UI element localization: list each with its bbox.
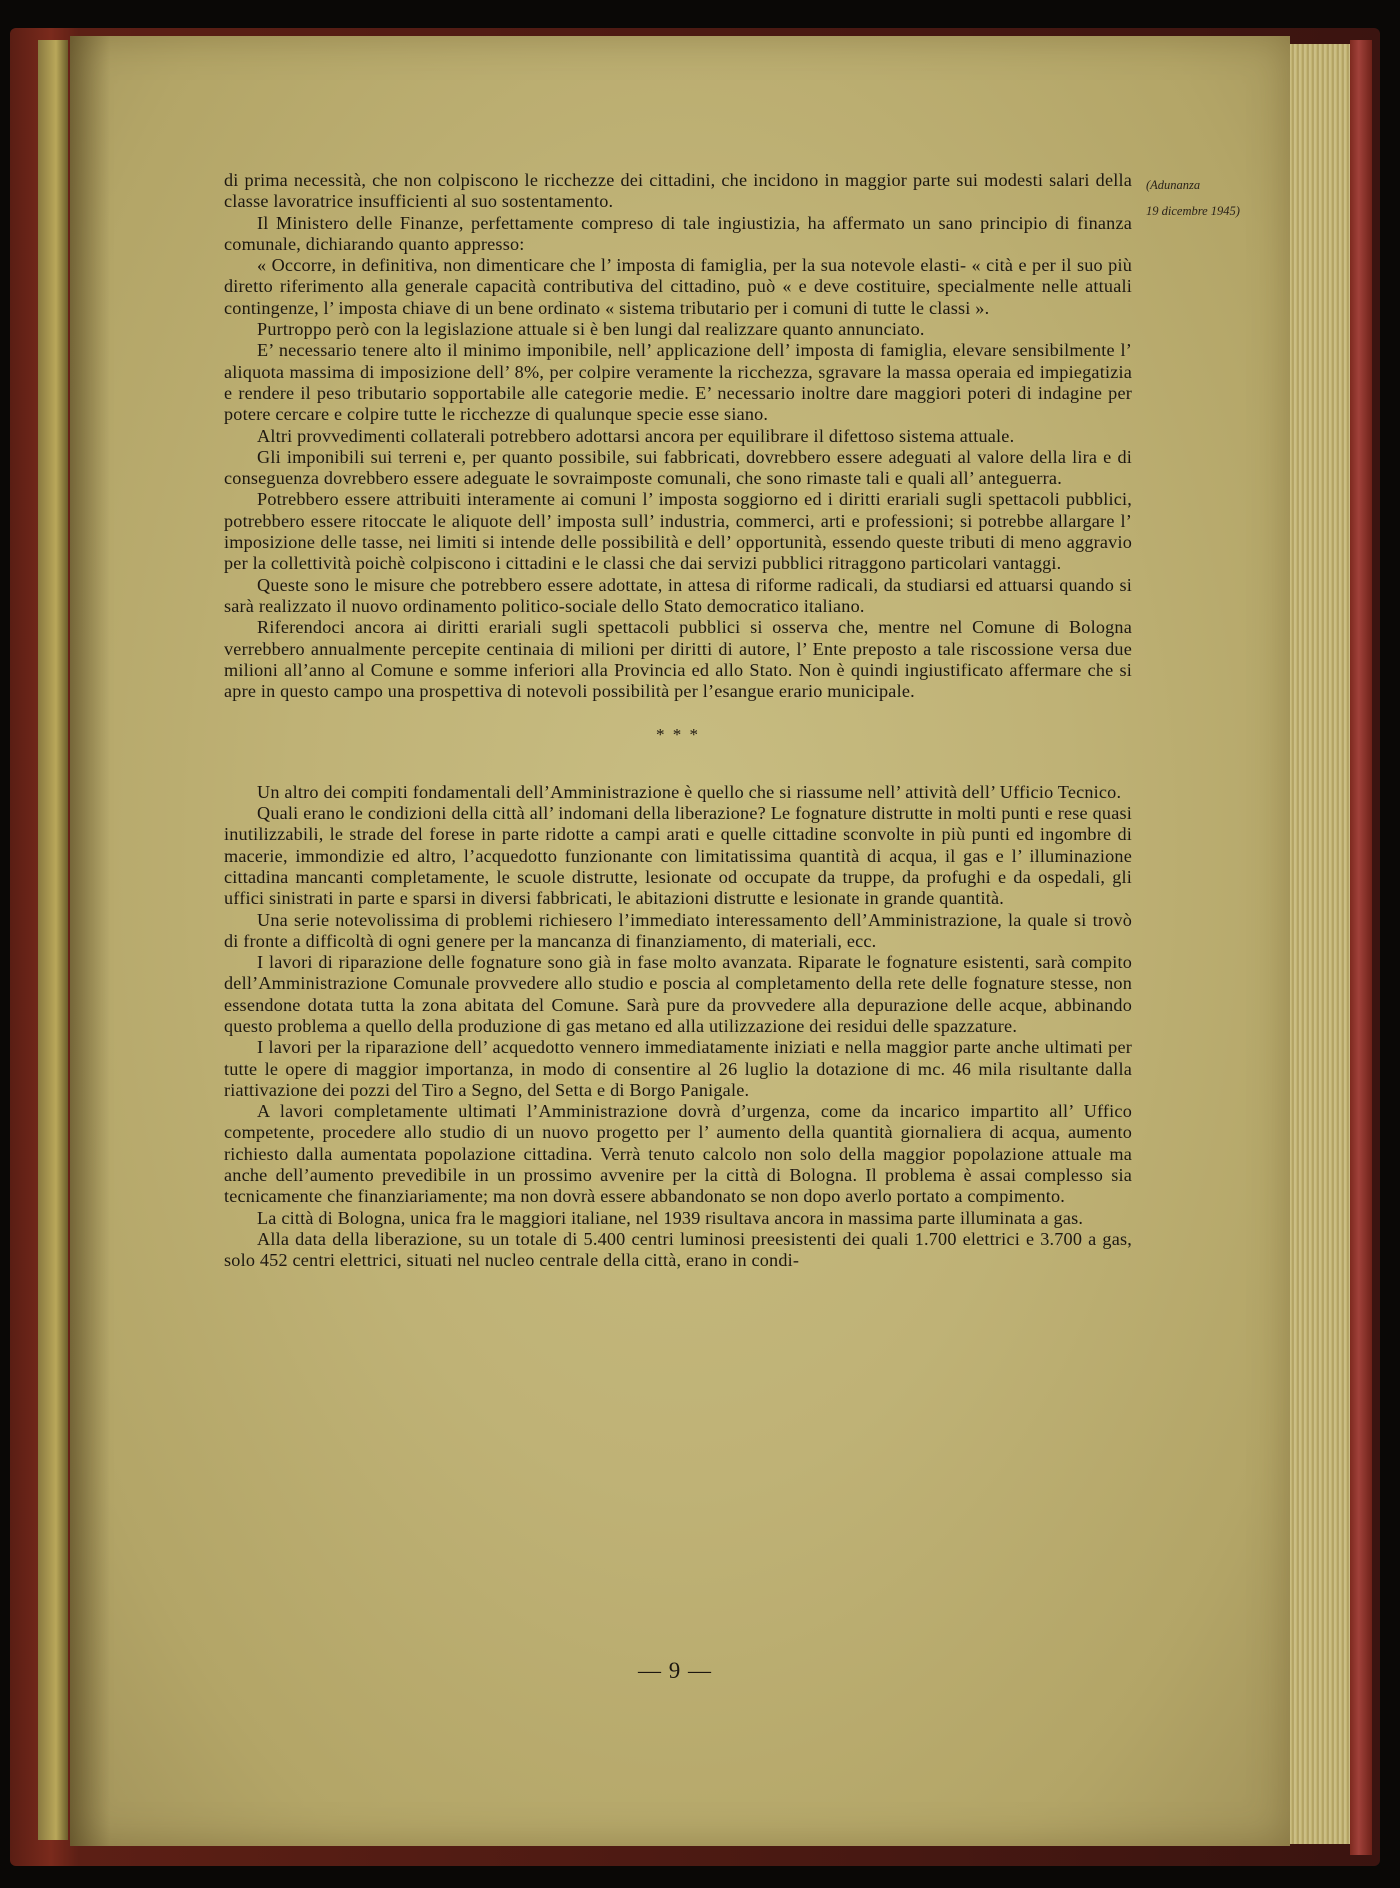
paragraph: di prima necessità, che non colpiscono le ricchezze dei cittadini, che incidono in maggior parte sui modesti salari della classe lavoratrice insufficienti al suo sostentamento. <box>224 170 1132 212</box>
margin-note <box>1146 172 1266 224</box>
paragraph: Queste sono le misure che potrebbero essere adottate, in attesa di riforme radicali, da studiarsi ed attuarsi quando si sarà realizzato il nuovo ordinamento politico-sociale dello Stato democratico italiano. <box>224 574 1132 616</box>
paragraph: I lavori per la riparazione dell’ acquedotto vennero immediatamente iniziati e nella maggior parte anche ultimati per tutte le opere di maggior importanza, in modo di consentire al 26 luglio la dotazione di mc. 46 mila risultante dalla riattivazione dei pozzi del Tiro a Segno, del Setta e di Borgo Panigale. <box>224 1037 1132 1100</box>
paragraph: Potrebbero essere attribuiti interamente ai comuni l’ imposta soggiorno ed i diritti erariali sugli spettacoli pubblici, potrebbero essere ritoccate le aliquote dell’ imposta sull’ industria, commerci, arti e professioni; si potrebbe allargare l’ imposizione delle tasse, nei limiti si intende delle possibilità e dell’ opportunità, essendo queste tributi di meno aggravio per la collettività poichè colpiscono i cittadini e le classi che dai servizi pubblici ritraggono particolari vantaggi. <box>224 489 1132 574</box>
page-number-text: — 9 — <box>638 1658 712 1683</box>
cover-edge <box>1350 40 1372 1855</box>
paragraph: La città di Bologna, unica fra le maggiori italiane, nel 1939 risultava ancora in massima parte illuminata a gas. <box>257 1207 1084 1228</box>
margin-note-line-1: (Adunanza <box>1146 178 1201 192</box>
paragraph: Il Ministero delle Finanze, perfettamente compreso di tale ingiustizia, ha affermato un sano principio di finanza comunale, dichiarando quanto appresso: <box>224 212 1132 254</box>
paragraph: Un altro dei compiti fondamentali dell’Amministrazione è quello che si riassume nell’ attività dell’ Ufficio Tecnico. <box>257 781 1122 802</box>
paragraph: Quali erano le condizioni della città all’ indomani della liberazione? Le fognature distrutte in molti punti e rese quasi inutilizzabili, le strade del forese in parte ridotte a campi arati e quelle cittadine sconvolte in più punti ed ingombre di macerie, immondizie ed altro, l’acquedotto funzionante con limitatissima quantità di acqua, il gas e l’ illuminazione cittadina mancanti completamente, le scuole distrutte, lesionate od occupate da truppe, da profughi e da ospedali, gli uffici sinistrati in parte e sparsi in diversi fabbricati, le abitazioni distrutte e lesionate in grande quantità. <box>224 803 1132 909</box>
quote-paragraph: « Occorre, in definitiva, non dimenticare che l’ imposta di famiglia, per la sua notevole elasti- « cità e per il suo più diretto riferimento alla generale capacità contributiva del cittadino, può « e deve costituire, specialmente nelle attuali contingenze, l’ imposta chiave di un bene ordinato « sistema tributario per i comuni di tutte le classi ». <box>224 255 1132 318</box>
margin-note-line-2: 19 dicembre 1945) <box>1146 204 1240 218</box>
paragraph: Gli imponibili sui terreni e, per quanto possibile, sui fabbricati, dovrebbero essere adeguati al valore della lira e di conseguenza dovrebbero essere adeguate le sovraimposte comunali, che sono rimaste tali e quali all’ anteguerra. <box>224 446 1132 489</box>
page-fore-edge <box>1290 44 1350 1844</box>
paragraph: A lavori completamente ultimati l’Amministrazione dovrà d’urgenza, come da incarico impartito all’ Uffico competente, procedere allo studio di un nuovo progetto per l’ aumento della quantità giornaliera di acqua, aumento richiesto dalla aumentata popolazione cittadina. Verrà tenuto calcolo non solo della maggior popolazione attuale ma anche dell’aumento prevedibile in un prossimo avvenire per la città di Bologna. Il problema è assai complesso sia tecnicamente che finanziariamente; ma non dovrà essere abbandonato se non dopo averlo portato a compimento. <box>224 1101 1132 1207</box>
paragraph: Alla data della liberazione, su un totale di 5.400 centri luminosi preesistenti dei quali 1.700 elettrici e 3.700 a gas, solo 452 centri elettrici, situati nel nucleo centrale della città, erano in condi- <box>224 1228 1132 1271</box>
paragraph: Purtroppo però con la legislazione attuale si è ben lungi dal realizzare quanto annunciato. <box>257 319 925 340</box>
body-text <box>224 170 1132 1272</box>
paragraph: E’ necessario tenere alto il minimo imponibile, nell’ applicazione dell’ imposta di famiglia, elevare sensibilmente l’ aliquota massima di imposizione dell’ 8%, per colpire veramente la ricchezza, sgravare la massa operaia ed impiegatizia e rendere il peso tributario sopportabile alle categorie medie. E’ necessario inoltre dare maggiori poteri di indagine per potere cercare e colpire tutte le ricchezze di qualunque specie esse siano. <box>224 340 1132 425</box>
left-page-edge <box>38 40 68 1840</box>
gutter-shadow <box>70 36 110 1846</box>
paragraph: I lavori di riparazione delle fognature sono già in fase molto avanzata. Riparate le fognature esistenti, sarà compito dell’Amministrazione Comunale provvedere allo studio e poscia al completamento della rete delle fognature stesse, non essendone dotata tutta la zona abitata del Comune. Sarà pure da provvedere alla depurazione delle acque, abbinando questo problema a quello della produzione di gas metano ed alla utilizzazione dei residui delle spazzature. <box>224 952 1132 1036</box>
page-number <box>0 1658 1400 1684</box>
section-separator: * * * <box>656 725 700 745</box>
paragraph: Altri provvedimenti collaterali potrebbero adottarsi ancora per equilibrare il difettoso sistema attuale. <box>257 425 1015 446</box>
paragraph: Riferendoci ancora ai diritti erariali sugli spettacoli pubblici si osserva che, mentre nel Comune di Bologna verrebbero annualmente percepite centinaia di milioni per diritti di autore, l’ Ente preposto a tale riscossione versa due milioni all’anno al Comune e somme inferiori alla Provincia ed allo Stato. Non è quindi ingiustificato affermare che si apre in questo campo una prospettiva di notevoli possibilità per l’esangue erario municipale. <box>224 617 1132 702</box>
paragraph: Una serie notevolissima di problemi richiesero l’immediato interessamento dell’Amministrazione, la quale si trovò di fronte a difficoltà di ogni genere per la mancanza di finanziamento, di materiali, ecc. <box>224 909 1132 951</box>
